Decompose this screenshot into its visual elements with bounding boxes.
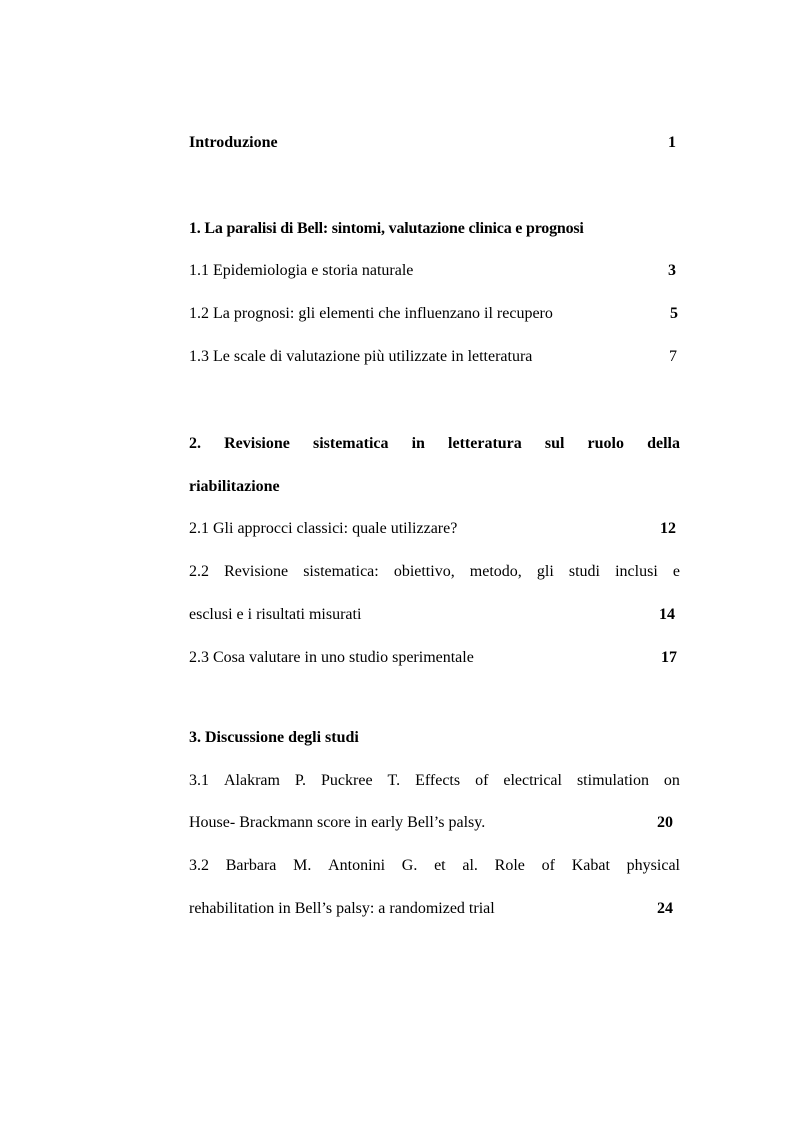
title-word: inclusi <box>615 563 658 580</box>
title-word: M. <box>293 857 312 874</box>
toc-entry-1-1[interactable] <box>189 261 680 281</box>
title-word: P. <box>294 772 307 789</box>
title-word: in <box>411 435 425 452</box>
title-word: 3.1 <box>189 772 209 789</box>
toc-entry-2-1[interactable] <box>189 519 680 539</box>
title-word: gli <box>536 563 554 580</box>
toc-entry-3-2-line2[interactable] <box>189 899 680 919</box>
title-word: e <box>672 563 680 580</box>
toc-entry-title: 1.2 La prognosi: gli elementi che influenzano il recupero <box>189 305 553 322</box>
title-word: sul <box>544 435 565 452</box>
toc-entry-intro[interactable] <box>189 133 680 153</box>
title-word: 2.2 <box>189 563 209 580</box>
toc-entry-title: 1.1 Epidemiologia e storia naturale <box>189 262 414 279</box>
toc-page-number: 24 <box>657 900 673 917</box>
toc-chapter-2-title-line1[interactable] <box>189 434 680 454</box>
toc-entry-title: 2.1 Gli approcci classici: quale utilizzare? <box>189 520 458 537</box>
toc-entry-1-3[interactable] <box>189 347 680 367</box>
title-word: al. <box>462 857 478 874</box>
title-word: T. <box>387 772 401 789</box>
title-word: stimulation <box>576 772 649 789</box>
toc-page-number: 7 <box>669 348 677 365</box>
title-word: Antonini <box>328 857 386 874</box>
title-word: Alakram <box>223 772 280 789</box>
title-word: of <box>475 772 489 789</box>
toc-page-number: 17 <box>661 649 677 666</box>
toc-page-number: 3 <box>668 262 676 279</box>
title-word: ruolo <box>587 435 624 452</box>
toc-entry-title: 2.3 Cosa valutare in uno studio sperimentale <box>189 649 474 666</box>
toc-page-number: 5 <box>670 305 678 322</box>
title-word: electrical <box>503 772 562 789</box>
title-word: G. <box>401 857 418 874</box>
title-word: Kabat <box>571 857 610 874</box>
toc-entry-2-3[interactable] <box>189 648 680 668</box>
toc-page-number: 14 <box>659 606 675 623</box>
toc-entry-1-2[interactable] <box>189 304 680 324</box>
title-word: on <box>663 772 680 789</box>
toc-entry-3-2-line1[interactable] <box>189 856 680 876</box>
title-word: Role <box>494 857 525 874</box>
title-word: letteratura <box>448 435 522 452</box>
title-word: 3.2 <box>189 857 209 874</box>
title-word: Puckree <box>321 772 373 789</box>
toc-page-number: 20 <box>657 814 673 831</box>
title-word: physical <box>626 857 680 874</box>
title-word: et <box>434 857 446 874</box>
title-word: Effects <box>415 772 461 789</box>
toc-chapter-3-title[interactable]: 3. Discussione degli studi <box>189 729 359 746</box>
toc-entry-title: House- Brackmann score in early Bell’s palsy. <box>189 814 486 831</box>
title-word: metodo, <box>469 563 522 580</box>
toc-entry-2-2-line1[interactable] <box>189 562 680 582</box>
title-word: of <box>541 857 555 874</box>
toc-page-number: 1 <box>668 134 676 151</box>
title-word: sistematica <box>312 435 389 452</box>
title-word: obiettivo, <box>393 563 455 580</box>
toc-entry-3-1-line1[interactable] <box>189 771 680 791</box>
toc-chapter-1-title[interactable]: 1. La paralisi di Bell: sintomi, valutazione clinica e prognosi <box>189 220 584 237</box>
title-word: Barbara <box>225 857 277 874</box>
toc-chapter-2-title-line2[interactable]: riabilitazione <box>189 478 280 495</box>
toc-entry-3-1-line2[interactable] <box>189 813 680 833</box>
toc-entry-title: Introduzione <box>189 134 278 151</box>
title-word: sistematica: <box>303 563 379 580</box>
title-word: 2. <box>189 435 201 452</box>
toc-entry-title: rehabilitation in Bell’s palsy: a randomized trial <box>189 900 495 917</box>
title-word: della <box>647 435 680 452</box>
toc-entry-title: esclusi e i risultati misurati <box>189 606 362 623</box>
title-word: Revisione <box>224 563 289 580</box>
toc-entry-title: 1.3 Le scale di valutazione più utilizzate in letteratura <box>189 348 533 365</box>
toc-page-number: 12 <box>660 520 676 537</box>
toc-entry-2-2-line2[interactable] <box>189 605 680 625</box>
title-word: studi <box>568 563 600 580</box>
title-word: Revisione <box>224 435 290 452</box>
